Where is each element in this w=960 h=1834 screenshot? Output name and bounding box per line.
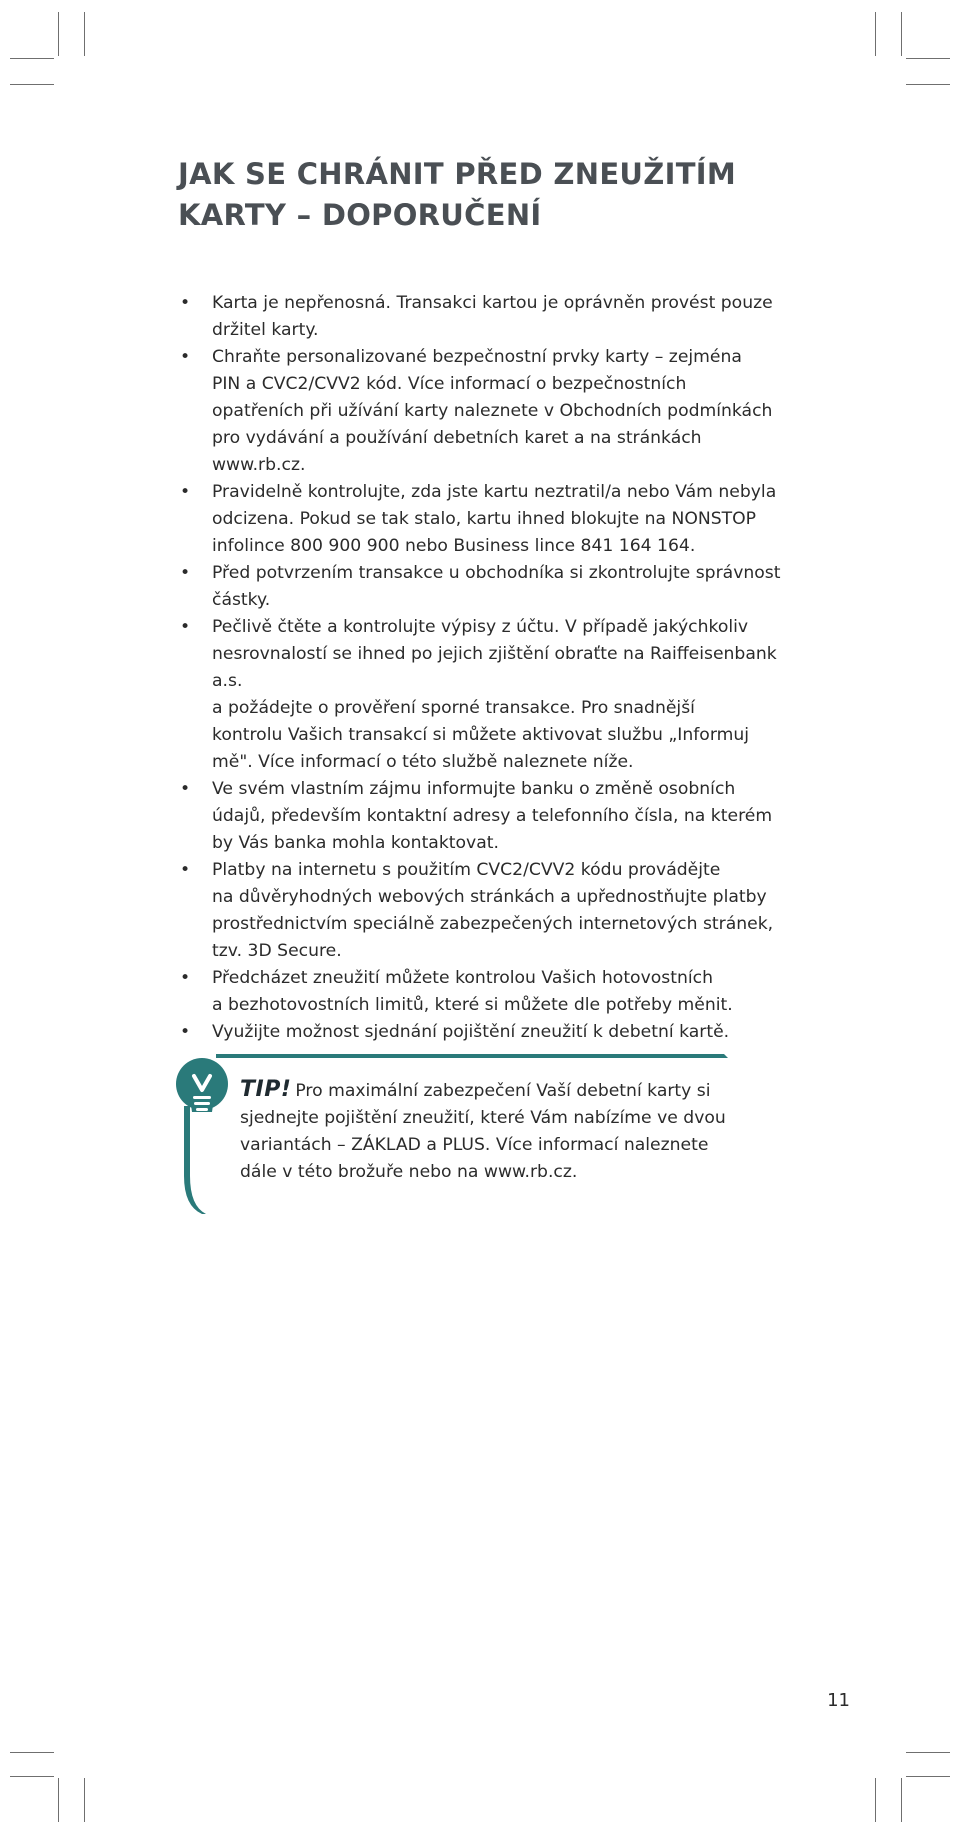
list-item-line: • Chraňte personalizované bezpečnostní prvky karty – zejména <box>212 347 742 367</box>
crop-mark <box>906 1776 950 1777</box>
crop-mark <box>901 12 902 56</box>
list-item-line: a požádejte o prověření sporné transakce. Pro snadnější <box>212 698 695 718</box>
page-title-line: JAK SE CHRÁNIT PŘED ZNEUŽITÍM <box>178 157 737 191</box>
list-item <box>178 344 798 479</box>
tip-text-line: sjednejte pojištění zneužití, které Vám nabízíme ve dvou <box>240 1108 726 1128</box>
list-item-line: tzv. 3D Secure. <box>212 941 342 961</box>
crop-mark <box>901 1778 902 1822</box>
list-item-line: • Před potvrzením transakce u obchodníka si zkontrolujte správnost <box>212 563 781 583</box>
tip-top-line <box>216 1054 728 1058</box>
crop-mark <box>10 84 54 85</box>
tip-left-stem <box>184 1106 206 1214</box>
crop-mark <box>875 12 876 56</box>
list-item <box>178 479 798 560</box>
list-item <box>178 290 798 344</box>
tip-text-line <box>240 1076 730 1105</box>
list-item-line: infolince 800 900 900 nebo Business lince 841 164 164. <box>212 536 696 556</box>
crop-mark <box>58 12 59 56</box>
tip-text-line: dále v této brožuře nebo na www.rb.cz. <box>240 1162 578 1182</box>
list-item <box>178 560 798 614</box>
crop-mark <box>84 1778 85 1822</box>
crop-mark <box>10 1776 54 1777</box>
list-item-line: pro vydávání a používání debetních karet a na stránkách <box>212 428 702 448</box>
crop-mark <box>10 58 54 59</box>
tip-text <box>240 1076 730 1186</box>
tip-text-segment: Pro maximální zabezpečení Vaší debetní karty si <box>295 1081 711 1101</box>
crop-mark <box>10 1752 54 1753</box>
list-item-line: www.rb.cz. <box>212 455 306 475</box>
list-item <box>178 776 798 857</box>
list-item-line: PIN a CVC2/CVV2 kód. Více informací o bezpečnostních <box>212 374 687 394</box>
crop-mark <box>58 1778 59 1822</box>
list-item-line: odcizena. Pokud se tak stalo, kartu ihned blokujte na NONSTOP <box>212 509 757 529</box>
list-item-line: držitel karty. <box>212 320 319 340</box>
tip-box <box>176 1046 736 1216</box>
crop-mark <box>875 1778 876 1822</box>
page-title-line: KARTY – DOPORUČENÍ <box>178 198 542 232</box>
list-item-line: částky. <box>212 590 271 610</box>
list-item <box>178 614 798 776</box>
list-item <box>178 1019 798 1046</box>
list-item-line: • Předcházet zneužití můžete kontrolou Vašich hotovostních <box>212 968 713 988</box>
recommendation-list <box>178 290 798 1046</box>
list-item-line: údajů, především kontaktní adresy a telefonního čísla, na kterém <box>212 806 773 826</box>
crop-mark <box>906 1752 950 1753</box>
crop-mark <box>906 58 950 59</box>
list-item <box>178 965 798 1019</box>
list-item-line: • Pečlivě čtěte a kontrolujte výpisy z účtu. V případě jakýchkoliv <box>212 617 749 637</box>
list-item-line: • Platby na internetu s použitím CVC2/CVV2 kódu provádějte <box>212 860 721 880</box>
tip-text-line: variantách – ZÁKLAD a PLUS. Více informací naleznete <box>240 1135 709 1155</box>
list-item <box>178 857 798 965</box>
list-item-line: • Karta je nepřenosná. Transakci kartou je oprávněn provést pouze <box>212 293 773 313</box>
list-item-line: kontrolu Vašich transakcí si můžete aktivovat službu „Informuj <box>212 725 749 745</box>
lightbulb-icon <box>176 1058 228 1112</box>
crop-mark <box>84 12 85 56</box>
crop-mark <box>906 84 950 85</box>
list-item-line: prostřednictvím speciálně zabezpečených internetových stránek, <box>212 914 774 934</box>
list-item-line: na důvěryhodných webových stránkách a upřednostňujte platby <box>212 887 767 907</box>
list-item-line: nesrovnalostí se ihned po jejich zjištění obraťte na Raiffeisenbank a.s. <box>212 644 777 691</box>
tip-label: TIP! <box>240 1077 292 1102</box>
page-title <box>178 154 818 236</box>
list-item-line: • Ve svém vlastním zájmu informujte banku o změně osobních <box>212 779 736 799</box>
list-item-line: mě". Více informací o této službě naleznete níže. <box>212 752 634 772</box>
list-item-line: opatřeních při užívání karty naleznete v Obchodních podmínkách <box>212 401 773 421</box>
list-item-line: a bezhotovostních limitů, které si můžete dle potřeby měnit. <box>212 995 733 1015</box>
list-item-line: • Využijte možnost sjednání pojištění zneužití k debetní kartě. <box>212 1022 730 1042</box>
list-item-line: • Pravidelně kontrolujte, zda jste kartu neztratil/a nebo Vám nebyla <box>212 482 777 502</box>
page-number: 11 <box>827 1690 850 1711</box>
list-item-line: by Vás banka mohla kontaktovat. <box>212 833 499 853</box>
